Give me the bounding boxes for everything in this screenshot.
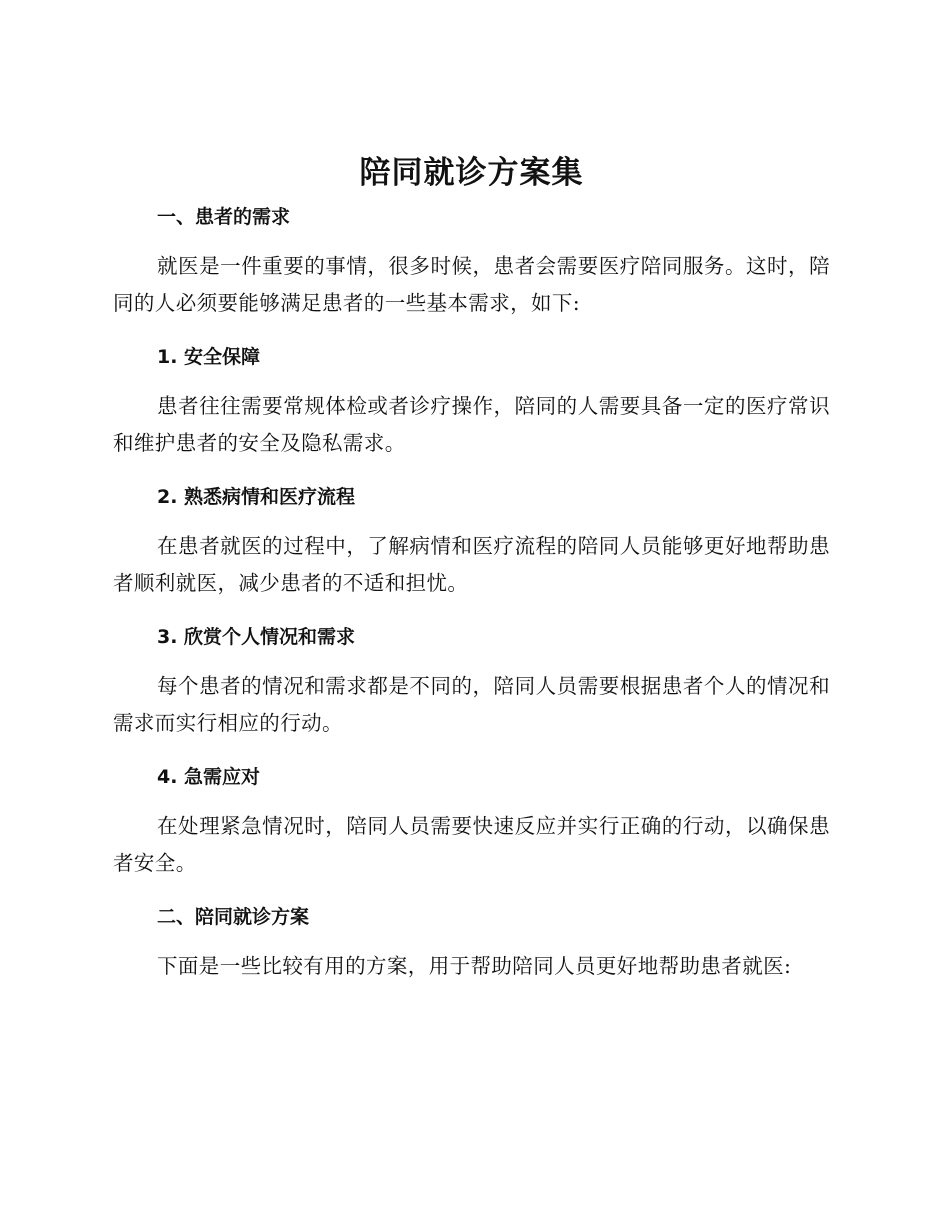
section-heading-escort-plan: 二、陪同就诊方案 — [157, 906, 310, 928]
subheading-safety: 1. 安全保障 — [157, 346, 261, 368]
subheading-familiarity: 2. 熟悉病情和医疗流程 — [157, 486, 356, 508]
paragraph-familiarity: 在患者就医的过程中，了解病情和医疗流程的陪同人员能够更好地帮助患者顺利就医，减少患者的不适和担忧。 — [113, 534, 830, 595]
subheading-emergency: 4. 急需应对 — [157, 766, 261, 788]
paragraph-individual-needs: 每个患者的情况和需求都是不同的，陪同人员需要根据患者个人的情况和需求而实行相应的行动。 — [113, 674, 830, 735]
section-intro-paragraph: 就医是一件重要的事情，很多时候，患者会需要医疗陪同服务。这时，陪同的人必须要能够满足患者的一些基本需求，如下: — [113, 254, 830, 315]
subheading-individual-needs: 3. 欣赏个人情况和需求 — [157, 626, 356, 648]
section-intro-paragraph-plan: 下面是一些比较有用的方案，用于帮助陪同人员更好地帮助患者就医: — [157, 954, 792, 978]
paragraph-safety: 患者往往需要常规体检或者诊疗操作，陪同的人需要具备一定的医疗常识和维护患者的安全及隐私需求。 — [113, 394, 830, 455]
paragraph-emergency: 在处理紧急情况时，陪同人员需要快速反应并实行正确的行动，以确保患者安全。 — [113, 814, 830, 875]
section-heading-patient-needs: 一、患者的需求 — [157, 206, 291, 228]
document-content — [113, 148, 830, 985]
document-title: 陪同就诊方案集 — [359, 155, 584, 191]
